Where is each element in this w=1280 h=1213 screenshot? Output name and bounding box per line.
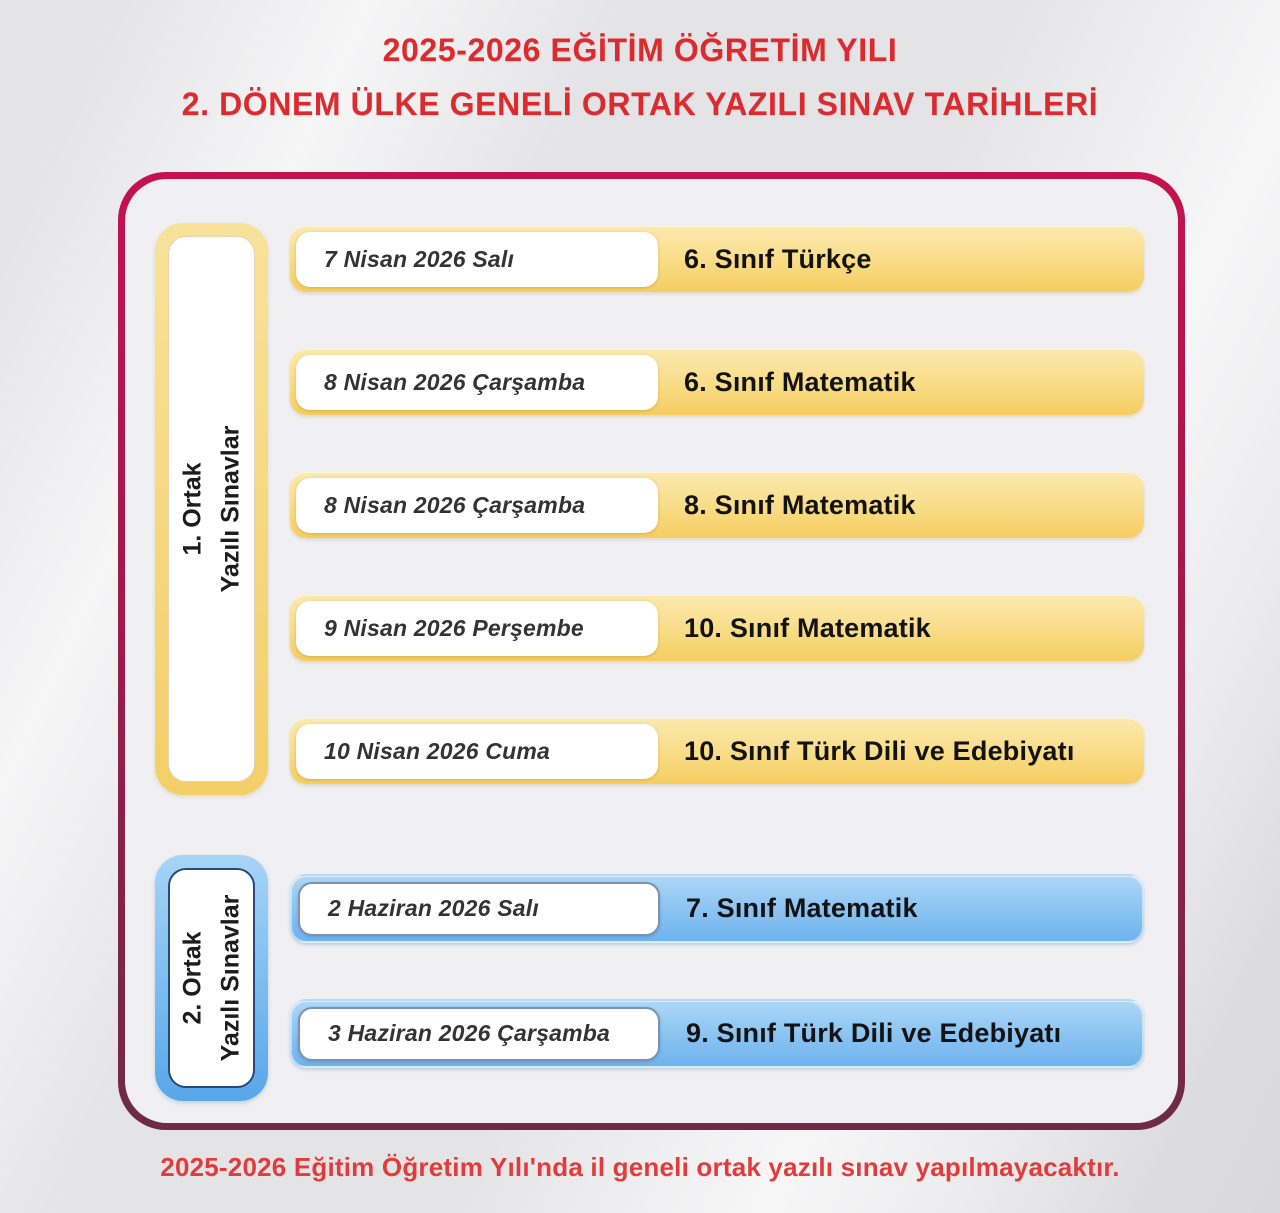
title-line-1: 2025-2026 EĞİTİM ÖĞRETİM YILI (382, 32, 898, 68)
exam-date: 9 Nisan 2026 Perşembe (296, 601, 658, 656)
section-2-label-line-2: Yazılı Sınavlar (215, 894, 244, 1062)
exam-subject: 6. Sınıf Matematik (684, 366, 916, 397)
exam-date: 8 Nisan 2026 Çarşamba (296, 355, 658, 410)
exam-row (290, 595, 1144, 661)
exam-row (290, 999, 1144, 1068)
exam-subject: 8. Sınıf Matematik (684, 489, 916, 520)
section-second-exams (155, 855, 1144, 1101)
section-1-label-inner (168, 236, 255, 782)
schedule-board (118, 172, 1185, 1130)
exam-row (290, 718, 1144, 784)
section-2-label-line-1: 2. Ortak (178, 931, 206, 1025)
exam-subject: 6. Sınıf Türkçe (684, 243, 872, 274)
title-line-2: 2. DÖNEM ÜLKE GENELİ ORTAK YAZILI SINAV TARİHLERİ (181, 85, 1099, 122)
section-1-label-text (174, 426, 249, 593)
section-2-label-inner (168, 868, 255, 1088)
exam-row (290, 472, 1144, 538)
footer-note: 2025-2026 Eğitim Öğretim Yılı'nda il geneli ortak yazılı sınav yapılmayacaktır. (160, 1152, 1120, 1182)
section-1-label-line-1: 1. Ortak (178, 462, 206, 556)
section-1-label-box (155, 223, 268, 795)
section-first-exams (155, 223, 1144, 795)
exam-date: 10 Nisan 2026 Cuma (296, 724, 658, 779)
section-1-rows (290, 223, 1144, 795)
exam-subject: 9. Sınıf Türk Dili ve Edebiyatı (686, 1018, 1062, 1048)
exam-row (290, 226, 1144, 292)
exam-subject: 10. Sınıf Türk Dili ve Edebiyatı (684, 735, 1075, 766)
schedule-board-inner (125, 179, 1178, 1123)
section-1-label-line-2: Yazılı Sınavlar (215, 425, 244, 593)
section-2-label-text (174, 895, 249, 1062)
section-2-rows (290, 855, 1144, 1101)
exam-date: 3 Haziran 2026 Çarşamba (298, 1007, 660, 1061)
section-2-label-box (155, 855, 268, 1101)
exam-date: 8 Nisan 2026 Çarşamba (296, 478, 658, 533)
exam-row (290, 349, 1144, 415)
poster-title (0, 24, 1280, 132)
exam-date: 7 Nisan 2026 Salı (296, 232, 658, 287)
exam-date: 2 Haziran 2026 Salı (298, 882, 660, 936)
exam-row (290, 874, 1144, 943)
exam-subject: 7. Sınıf Matematik (686, 893, 918, 923)
exam-subject: 10. Sınıf Matematik (684, 612, 931, 643)
